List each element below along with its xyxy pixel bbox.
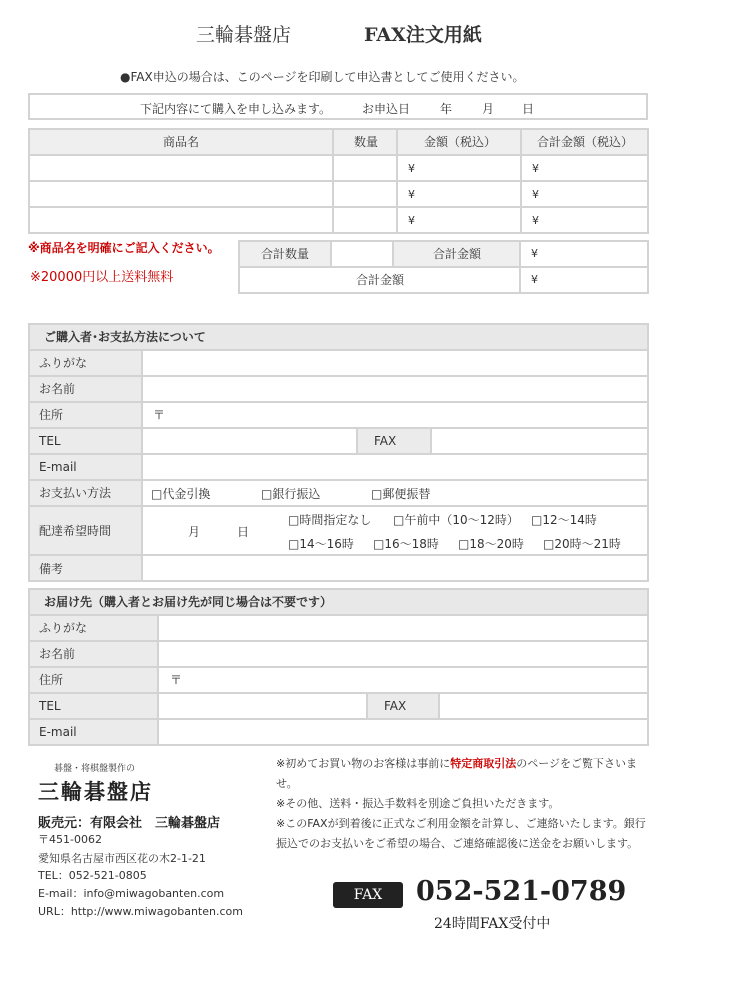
total-qty-input[interactable] bbox=[332, 241, 394, 266]
order-product-input-1[interactable] bbox=[28, 156, 334, 181]
dest-furigana-input[interactable] bbox=[159, 615, 647, 640]
seller-email[interactable]: E-mail：info@miwagobanten.com bbox=[38, 887, 225, 900]
buyer-fax-label: FAX bbox=[374, 433, 397, 448]
delivery-month: 月 bbox=[188, 525, 201, 539]
order-total-2[interactable]: ¥ bbox=[532, 188, 539, 201]
remarks-input[interactable] bbox=[143, 556, 647, 581]
time-morning-checkbox[interactable]: □午前中（10～12時） bbox=[393, 513, 519, 527]
dest-fax-input[interactable] bbox=[440, 693, 647, 718]
buyer-name-input[interactable] bbox=[143, 376, 647, 401]
dest-name-input[interactable] bbox=[159, 641, 647, 666]
time-18-20-checkbox[interactable]: □18～20時 bbox=[458, 537, 524, 551]
buyer-furigana-input[interactable] bbox=[143, 350, 647, 375]
grand-total-label: 合計金額 bbox=[355, 273, 404, 287]
remarks-label: 備考 bbox=[39, 562, 64, 576]
time-20-21-checkbox[interactable]: □20時～21時 bbox=[543, 537, 621, 551]
dest-postal-mark: 〒 bbox=[170, 673, 183, 687]
buyer-tel-input[interactable] bbox=[143, 428, 357, 453]
col-price: 金額（税込） bbox=[423, 135, 496, 149]
dest-tel-label: TEL bbox=[39, 698, 61, 713]
buyer-tel-label: TEL bbox=[39, 433, 61, 448]
order-qty-input-3[interactable] bbox=[334, 208, 398, 233]
grand-total-value[interactable]: ¥ bbox=[531, 273, 538, 286]
apply-year: 年 bbox=[440, 102, 453, 116]
payment-method-label: お支払い方法 bbox=[39, 486, 112, 500]
payment-bank-checkbox[interactable]: □銀行振込 bbox=[261, 487, 321, 501]
dest-tel-input[interactable] bbox=[159, 693, 366, 718]
seller-logo-sub: 碁盤・将棋盤製作の bbox=[54, 764, 136, 774]
dest-fax-label: FAX bbox=[384, 698, 407, 713]
total-amount-label: 合計金額 bbox=[432, 247, 481, 261]
fax-hours: 24時間FAX受付中 bbox=[434, 916, 551, 932]
order-qty-input-2[interactable] bbox=[334, 182, 398, 207]
apply-month: 月 bbox=[482, 102, 495, 116]
dest-address-label: 住所 bbox=[39, 673, 64, 687]
footer-note-2: ※その他、送料・振込手数料を別途ご負担いただきます。 bbox=[276, 797, 560, 810]
dest-email-input[interactable] bbox=[159, 719, 647, 744]
seller-postal: 〒451-0062 bbox=[38, 833, 102, 846]
apply-day: 日 bbox=[522, 102, 535, 116]
payment-postal-checkbox[interactable]: □郵便振替 bbox=[371, 487, 431, 501]
order-price-1[interactable]: ¥ bbox=[408, 162, 415, 175]
footer-note-1-pre: ※初めてお買い物のお客様は事前に bbox=[276, 757, 451, 770]
buyer-address-label: 住所 bbox=[39, 408, 64, 422]
dest-furigana-label: ふりがな bbox=[39, 621, 88, 635]
time-16-18-checkbox[interactable]: □16～18時 bbox=[373, 537, 439, 551]
footer-note-1 bbox=[276, 754, 648, 794]
buyer-email-label: E-mail bbox=[39, 459, 77, 474]
buyer-email-input[interactable] bbox=[143, 454, 647, 479]
note-free-shipping: ※20000円以上送料無料 bbox=[30, 270, 174, 285]
col-quantity: 数量 bbox=[353, 135, 378, 149]
order-total-1[interactable]: ¥ bbox=[532, 162, 539, 175]
buyer-fax-input[interactable] bbox=[432, 428, 647, 453]
seller-url[interactable]: URL：http://www.miwagobanten.com bbox=[38, 905, 243, 918]
apply-date-label: お申込日 bbox=[362, 102, 411, 116]
order-total-3[interactable]: ¥ bbox=[532, 214, 539, 227]
fax-number: 052-521-0789 bbox=[416, 876, 627, 907]
payment-cod-checkbox[interactable]: □代金引換 bbox=[151, 487, 211, 501]
time-none-checkbox[interactable]: □時間指定なし bbox=[288, 513, 372, 527]
order-product-input-3[interactable] bbox=[28, 208, 334, 233]
buyer-address-input[interactable] bbox=[143, 402, 647, 427]
delivery-day: 日 bbox=[237, 525, 250, 539]
delivery-section-title: お届け先（購入者とお届け先が同じ場合は不要です） bbox=[44, 595, 333, 609]
dest-address-input[interactable] bbox=[159, 667, 647, 692]
order-product-input-2[interactable] bbox=[28, 182, 334, 207]
intro-note: ●FAX申込の場合は、このページを印刷して申込書としてご使用ください。 bbox=[120, 70, 525, 84]
apply-line-box bbox=[28, 93, 648, 120]
time-12-14-checkbox[interactable]: □12～14時 bbox=[531, 513, 597, 527]
col-total: 合計金額（税込） bbox=[536, 135, 633, 149]
total-qty-label: 合計数量 bbox=[260, 247, 309, 261]
order-qty-input-1[interactable] bbox=[334, 156, 398, 181]
note-product-name: ※商品名を明確にご記入ください。 bbox=[28, 241, 220, 255]
order-price-3[interactable]: ¥ bbox=[408, 214, 415, 227]
footer-note-1-post: のページをご覧下さいませ。 bbox=[276, 757, 637, 790]
order-price-2[interactable]: ¥ bbox=[408, 188, 415, 201]
seller-label: 販売元：有限会社 三輪碁盤店 bbox=[38, 816, 221, 831]
total-amount-value[interactable]: ¥ bbox=[531, 247, 538, 260]
dest-name-label: お名前 bbox=[39, 647, 76, 661]
seller-address: 愛知県名古屋市西区花の木2-1-21 bbox=[38, 852, 206, 865]
seller-tel: TEL：052-521-0805 bbox=[38, 869, 147, 882]
dest-email-label: E-mail bbox=[39, 724, 77, 739]
apply-text: 下記内容にて購入を申し込みます。 bbox=[140, 102, 332, 116]
delivery-time-label: 配達希望時間 bbox=[39, 524, 112, 538]
buyer-furigana-label: ふりがな bbox=[39, 356, 88, 370]
seller-logo: 三輪碁盤店 bbox=[38, 779, 153, 804]
col-product-name: 商品名 bbox=[162, 135, 199, 149]
fax-badge: FAX bbox=[333, 882, 403, 908]
time-14-16-checkbox[interactable]: □14～16時 bbox=[288, 537, 354, 551]
postal-mark: 〒 bbox=[153, 408, 166, 422]
tokutei-link[interactable]: 特定商取引法 bbox=[450, 757, 517, 770]
footer-note-3: ※このFAXが到着後に正式なご利用金額を計算し、ご連絡いたします。銀行振込でのお支払いをご希望の場合、ご連絡確認後に送金をお願いします。 bbox=[276, 817, 646, 850]
buyer-name-label: お名前 bbox=[39, 382, 76, 396]
store-name-heading: 三輪碁盤店 bbox=[196, 24, 292, 46]
buyer-section-title: ご購入者･お支払方法について bbox=[44, 330, 206, 344]
form-title: FAX注文用紙 bbox=[364, 24, 482, 46]
